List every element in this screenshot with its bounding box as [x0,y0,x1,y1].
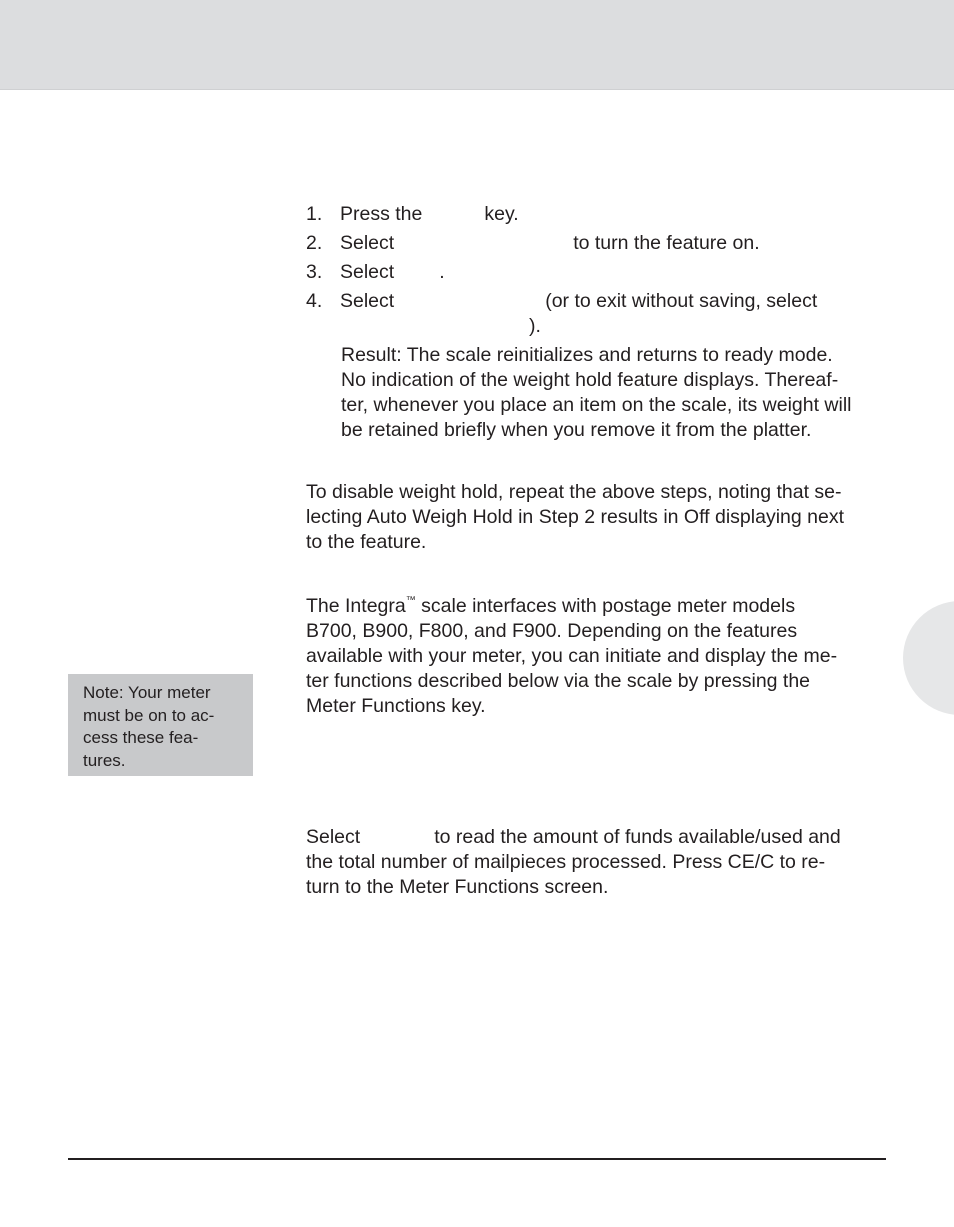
disable-paragraph [306,480,891,555]
paragraph-line [306,594,891,619]
paragraph-line: ter functions described below via the scale by pressing the [306,670,811,692]
paragraph-line: turn to the Meter Functions screen. [306,876,609,898]
paragraph-line [306,825,891,850]
step-text: (or to exit without saving, select [545,290,818,312]
trademark-symbol: ™ [405,595,416,606]
step-text-continued: ). [529,315,541,337]
step-number: 2. [306,232,323,254]
result-line: be retained briefly when you remove it from the platter. [341,419,812,441]
step-text: . [439,261,445,283]
integra-paragraph [306,594,891,719]
result-line: ter, whenever you place an item on the scale, its weight will [341,394,852,416]
step-result [341,343,893,443]
procedure-steps [306,202,888,339]
side-note [68,674,253,776]
paragraph-text: scale interfaces with postage meter models [415,595,796,617]
paragraph-line: lecting Auto Weigh Hold in Step 2 results in Off displaying next [306,506,845,528]
note-line: cess these fea- [83,728,199,747]
step-number: 1. [306,203,323,225]
step-1 [306,202,888,231]
select-paragraph [306,825,891,900]
paragraph-line: the total number of mailpieces processed. Press CE/C to re- [306,851,826,873]
note-line: tures. [83,750,126,770]
step-4 [306,289,888,339]
step-number: 3. [306,261,323,283]
paragraph-text: The Integra [306,595,406,617]
paragraph-line: to the feature. [306,531,427,553]
chapter-tab [903,601,954,715]
step-number: 4. [306,290,323,312]
step-text: Select [340,232,395,254]
result-line: Result: The scale reinitializes and returns to ready mode. [341,344,833,366]
result-line: No indication of the weight hold feature displays. Thereaf- [341,369,839,391]
note-line: must be on to ac- [83,705,215,725]
step-3 [306,260,888,289]
step-text: key. [484,203,519,225]
step-text: Select [340,261,395,283]
note-line: Note: Your meter [83,683,211,702]
step-2 [306,231,888,260]
paragraph-line: B700, B900, F800, and F900. Depending on the features [306,620,798,642]
paragraph-line: available with your meter, you can initiate and display the me- [306,645,838,667]
footer-rule [68,1158,886,1160]
paragraph-line: To disable weight hold, repeat the above steps, noting that se- [306,481,842,503]
step-text: Select [340,290,395,312]
paragraph-text: Select [306,826,361,848]
step-text: to turn the feature on. [573,232,760,254]
paragraph-line: Meter Functions key. [306,695,486,717]
paragraph-text: to read the amount of funds available/used and [434,826,841,848]
step-text: Press the [340,203,423,225]
header-band [0,0,954,90]
